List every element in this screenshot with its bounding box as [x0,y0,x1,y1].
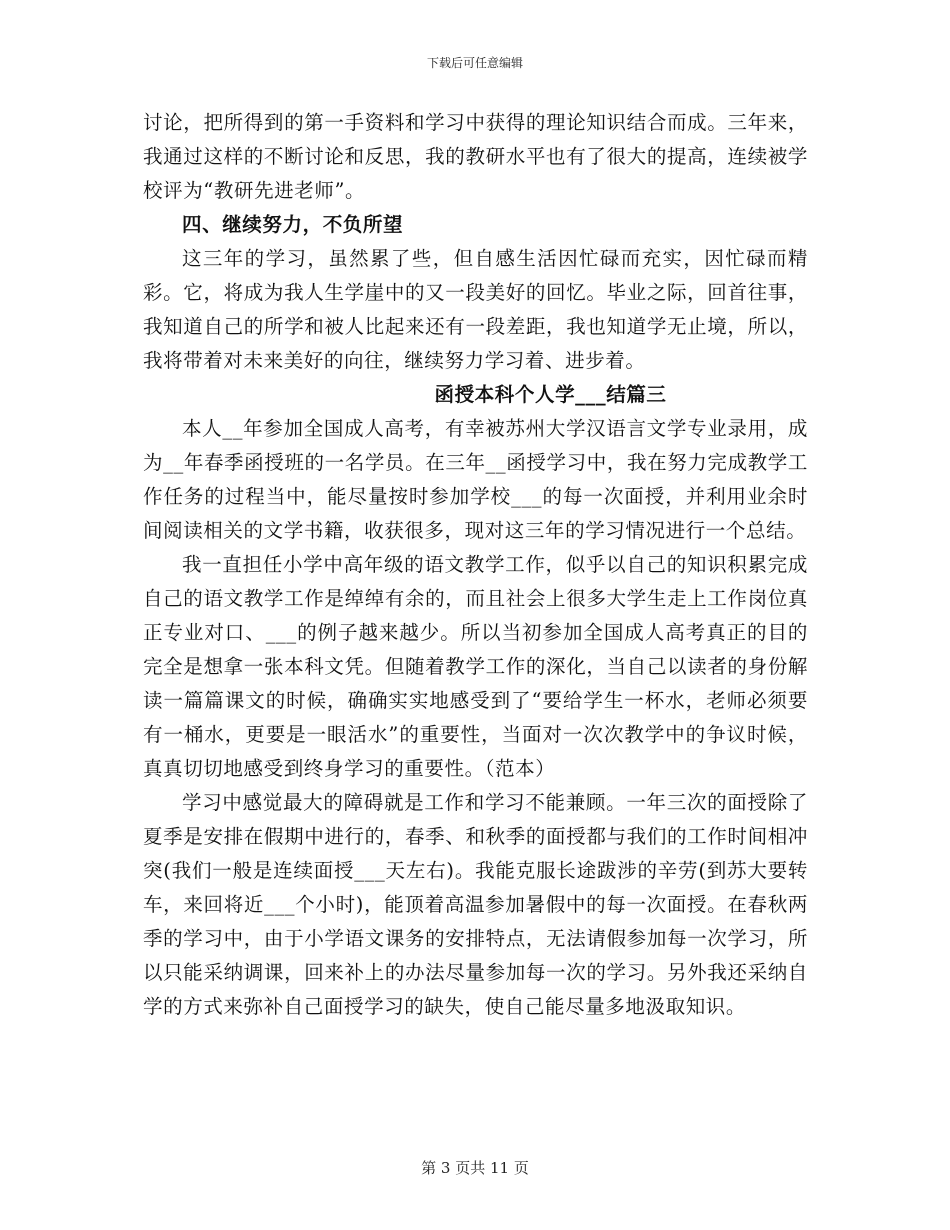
page-header: 下载后可任意编辑 [426,56,523,70]
paragraph: 我一直担任小学中高年级的语文教学工作，似乎以自己的知识积累完成自己的语文教学工作是绰绰有余的，而且社会上很多大学生走上工作岗位真正专业对口、___的例子越来越少。所以当初参加全国成人高考真正的目的完全是想拿一张本科文凭。但随着教学工作的深化，当自己以读者的身份解读一篇篇课文的时候，确确实实地感受到了“要给学生一杯水，老师必须要有一桶水，更要是一眼活水”的重要性，当面对一次次教学中的争议时候，真真切切地感受到终身学习的重要性。（范本） [143,553,808,780]
paragraph: 学习中感觉最大的障碍就是工作和学习不能兼顾。一年三次的面授除了夏季是安排在假期中进行的，春季、和秋季的面授都与我们的工作时间相冲突(我们一般是连续面授___天左右)。我能克服长途跋涉的辛劳(到苏大要转车，来回将近___个小时)，能顶着高温参加暑假中的每一次面授。在春秋两季的学习中，由于小学语文课务的安排特点，无法请假参加每一次学习，所以只能采纳调课，回来补上的办法尽量参加每一次的学习。另外我还采纳自学的方式来弥补自己面授学习的缺失，使自己能尽量多地汲取知识。 [143,791,808,1018]
article-title: 函授本科个人学___结篇三 [434,383,667,406]
document-body [143,106,808,1024]
paragraph: 本人__年参加全国成人高考，有幸被苏州大学汉语言文学专业录用，成为__年春季函授班的一名学员。在三年__函授学习中，我在努力完成教学工作任务的过程当中，能尽量按时参加学校___的每一次面授，并利用业余时间阅读相关的文学书籍，收获很多，现对这三年的学习情况进行一个总结。 [143,417,808,542]
section-heading: 四、继续努力，不负所望 [182,213,404,236]
paragraph: 这三年的学习，虽然累了些，但自感生活因忙碌而充实，因忙碌而精彩。它，将成为我人生学崖中的又一段美好的回忆。毕业之际，回首往事，我知道自己的所学和被人比起来还有一段差距，我也知道学无止境，所以，我将带着对未来美好的向往，继续努力学习着、进步着。 [143,247,808,372]
paragraph-continuation: 讨论，把所得到的第一手资料和学习中获得的理论知识结合而成。三年来，我通过这样的不断讨论和反思，我的教研水平也有了很大的提高，连续被学校评为“教研先进老师”。 [143,111,808,202]
page-number: 第 3 页共 11 页 [421,1159,529,1177]
